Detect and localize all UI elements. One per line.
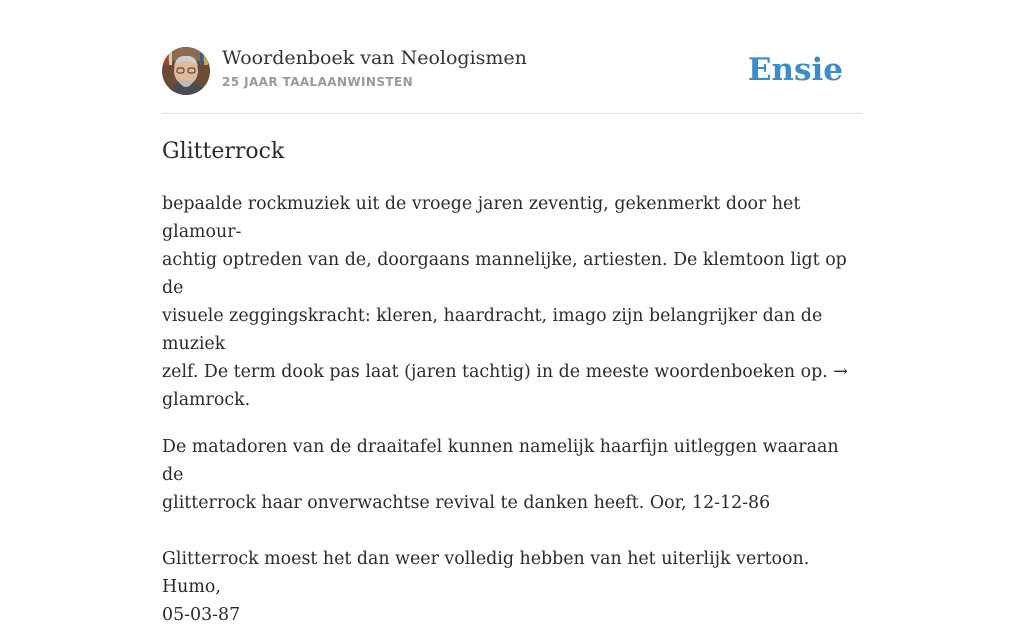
definition-line: visuele zeggingskracht: kleren, haardracht, imago zijn belangrijker dan de muziek [162,306,823,354]
ensie-logo-link[interactable]: Ensie [747,52,843,88]
definition-line: bepaalde rockmuziek uit de vroege jaren zeventig, gekenmerkt door het glamour- [162,194,801,242]
citation-spacer [162,517,862,545]
author-subtitle: 25 JAAR TAALAANWINSTEN [222,75,414,89]
author-portrait-icon [162,47,210,95]
citation-line: Glitterrock moest het dan weer volledig hebben van het uiterlijk vertoon. Humo, [162,549,810,597]
definition-line: glamrock. [162,390,251,410]
definition-line: achtig optreden van de, doorgaans mannelijke, artiesten. De klemtoon ligt op de [162,250,847,298]
author-name[interactable]: Woordenboek van Neologismen [222,47,527,69]
citation-line: glitterrock haar onverwachtse revival te danken heeft. Oor, 12-12-86 [162,493,771,513]
definition-line: zelf. De term dook pas laat (jaren tachtig) in de meeste woordenboeken op. → [162,362,848,382]
citation-humo [162,545,862,629]
entry-definition [162,190,862,414]
header-divider [162,113,862,114]
site-header [162,46,862,96]
citation-oor [162,433,862,517]
citation-line: 05-03-87 [162,605,241,625]
entry-title: Glitterrock [162,139,285,164]
citation-line: De matadoren van de draaitafel kunnen namelijk haarfijn uitleggen waaraan de [162,437,839,485]
avatar[interactable] [162,47,210,95]
entry-body [162,190,862,629]
